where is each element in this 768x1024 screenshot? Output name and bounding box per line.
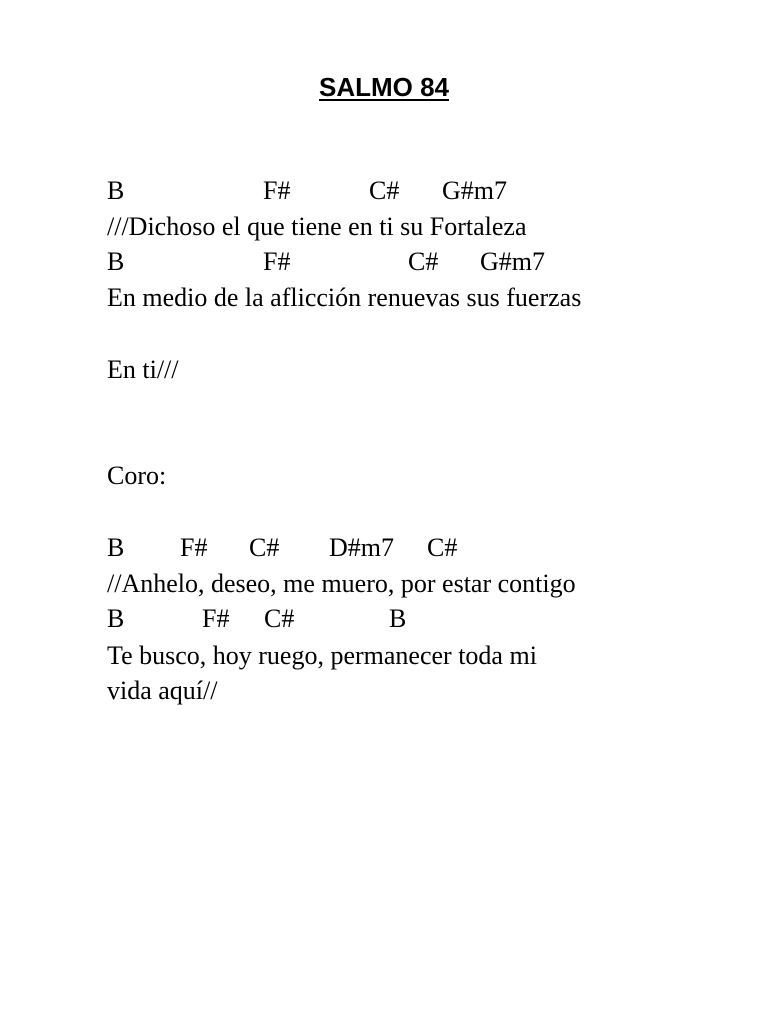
- chord: B: [389, 604, 407, 633]
- chord: C#: [264, 604, 295, 633]
- chord: B: [107, 247, 125, 276]
- chorus-lyric-line-1: //Anhelo, deseo, me muero, por estar contigo: [107, 569, 576, 598]
- chord: F#: [180, 533, 208, 562]
- chord: C#: [427, 533, 458, 562]
- page-title: SALMO 84: [318, 72, 450, 102]
- verse-closing-line: En ti///: [107, 355, 179, 384]
- chord: B: [107, 604, 125, 633]
- chord: C#: [369, 176, 400, 205]
- chord: F#: [263, 247, 291, 276]
- chord: F#: [263, 176, 291, 205]
- verse-lyric-line-1: ///Dichoso el que tiene en ti su Fortaleza: [107, 212, 527, 241]
- chorus-lyric-line-2: Te busco, hoy ruego, permanecer toda mi: [107, 641, 537, 670]
- verse-lyric-line-2: En medio de la aflicción renuevas sus fuerzas: [107, 283, 582, 312]
- chord: G#m7: [442, 176, 507, 205]
- chord: F#: [202, 604, 230, 633]
- chorus-label: Coro:: [107, 461, 167, 490]
- chord: B: [107, 533, 125, 562]
- chorus-lyric-line-3: vida aquí//: [107, 676, 218, 705]
- chord: C#: [249, 533, 280, 562]
- chord: D#m7: [329, 533, 394, 562]
- chord: G#m7: [480, 247, 545, 276]
- chord: B: [107, 176, 125, 205]
- chord: C#: [408, 247, 439, 276]
